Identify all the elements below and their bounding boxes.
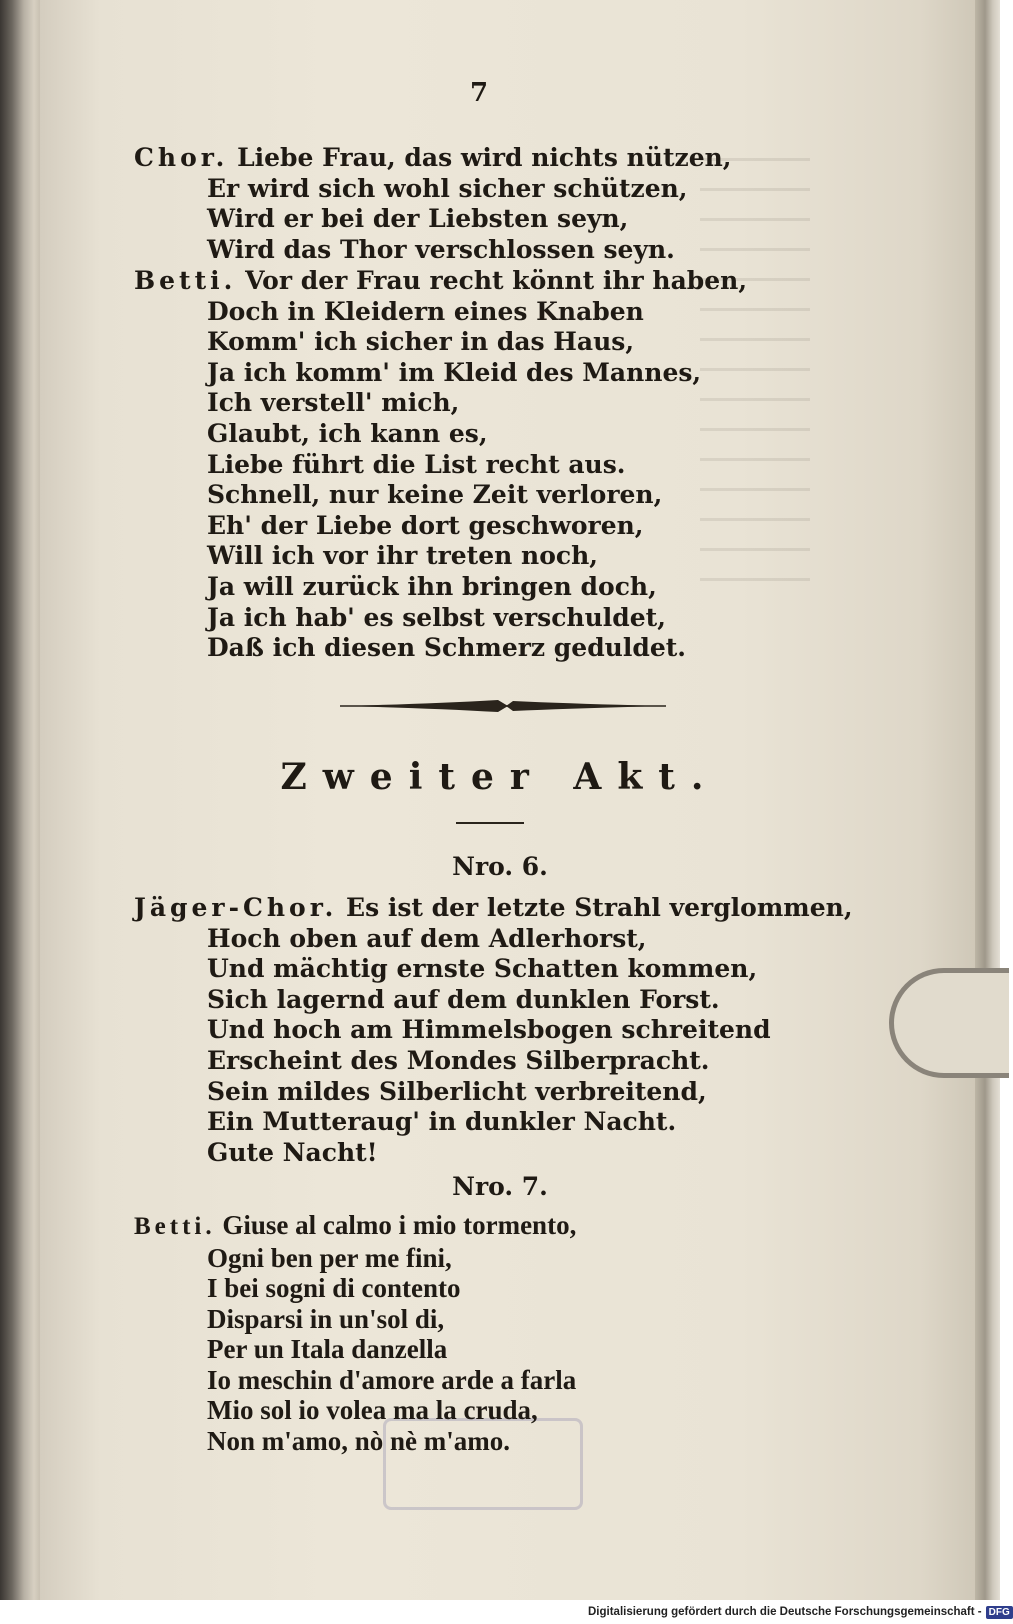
verse-line: Wird er bei der Liebsten seyn, [207, 204, 629, 234]
digitization-credit [588, 1603, 1013, 1621]
verse-line: Wird das Thor verschlossen seyn. [207, 234, 675, 264]
jaeger-chor-block [134, 893, 853, 1168]
dfg-logo: DFG [986, 1606, 1013, 1619]
number-heading: Nro. 6. [452, 852, 548, 881]
speaker-label: Chor. [134, 143, 229, 172]
verse-line: Per un Itala danzella [207, 1334, 448, 1365]
verse-line: Ja ich komm' im Kleid des Mannes, [207, 357, 702, 387]
verse-line: I bei sogni di contento [207, 1273, 461, 1304]
verse-line: Und mächtig ernste Schatten kommen, [207, 954, 758, 984]
verse-line: Sein mildes Silberlicht verbreitend, [207, 1076, 707, 1106]
verse-line: Glaubt, ich kann es, [207, 418, 488, 448]
verse-line: Ja will zurück ihn bringen doch, [207, 571, 657, 601]
verse-line: Hoch oben auf dem Adlerhorst, [207, 923, 647, 953]
verse-line: Es ist der letzte Strahl verglommen, [346, 893, 853, 922]
verse-line: Schnell, nur keine Zeit verloren, [207, 480, 663, 510]
page-right-edge [975, 0, 1000, 1600]
verse-line: Sich lagernd auf dem dunklen Forst. [207, 984, 720, 1014]
betti-aria-block [134, 1210, 576, 1456]
verse-line: Komm' ich sicher in das Haus, [207, 327, 635, 357]
verse-line: Und hoch am Himmelsbogen schreitend [207, 1015, 771, 1045]
book-binding-edge [0, 0, 40, 1600]
verse-line: Gute Nacht! [207, 1137, 378, 1167]
verse-line: Will ich vor ihr treten noch, [207, 541, 598, 571]
verse-line: Vor der Frau recht könnt ihr haben, [245, 266, 748, 295]
ornamental-divider [338, 697, 668, 715]
verse-line: Doch in Kleidern eines Knaben [207, 296, 644, 326]
chor-block [134, 143, 732, 265]
number-heading: Nro. 7. [452, 1172, 548, 1201]
verse-line: Daß ich diesen Schmerz geduldet. [207, 633, 686, 663]
credit-text: Digitalisierung gefördert durch die Deutsche Forschungsgemeinschaft - [588, 1606, 982, 1618]
verse-line: Eh' der Liebe dort geschworen, [207, 510, 644, 540]
verse-line: Ja ich hab' es selbst verschuldet, [207, 602, 666, 632]
verse-line: Disparsi in un'sol di, [207, 1303, 445, 1334]
act-title: Zweiter Akt. [280, 756, 720, 798]
short-rule [456, 822, 524, 824]
speaker-label: Betti. [134, 266, 237, 295]
verse-line: Mio sol io volea ma la cruda, [207, 1395, 538, 1426]
verse-line: Io meschin d'amore arde a farla [207, 1364, 577, 1395]
verse-line: Giuse al calmo i mio tormento, [222, 1210, 577, 1240]
page-clip-tab [889, 968, 1009, 1078]
verse-line: Non m'amo, nò nè m'amo. [207, 1425, 510, 1456]
verse-line: Ein Mutteraug' in dunkler Nacht. [207, 1107, 677, 1137]
speaker-label: Betti. [134, 1213, 216, 1240]
verse-line: Liebe Frau, das wird nichts nützen, [237, 143, 732, 172]
verse-line: Ich verstell' mich, [207, 388, 460, 418]
page-number: 7 [470, 78, 489, 108]
verse-line: Liebe führt die List recht aus. [207, 449, 626, 479]
verse-line: Er wird sich wohl sicher schützen, [207, 173, 688, 203]
verse-line: Erscheint des Mondes Silberpracht. [207, 1045, 710, 1075]
betti-block [134, 266, 747, 664]
verse-line: Ogni ben per me fini, [207, 1242, 452, 1273]
speaker-label: Jäger-Chor. [134, 893, 338, 922]
